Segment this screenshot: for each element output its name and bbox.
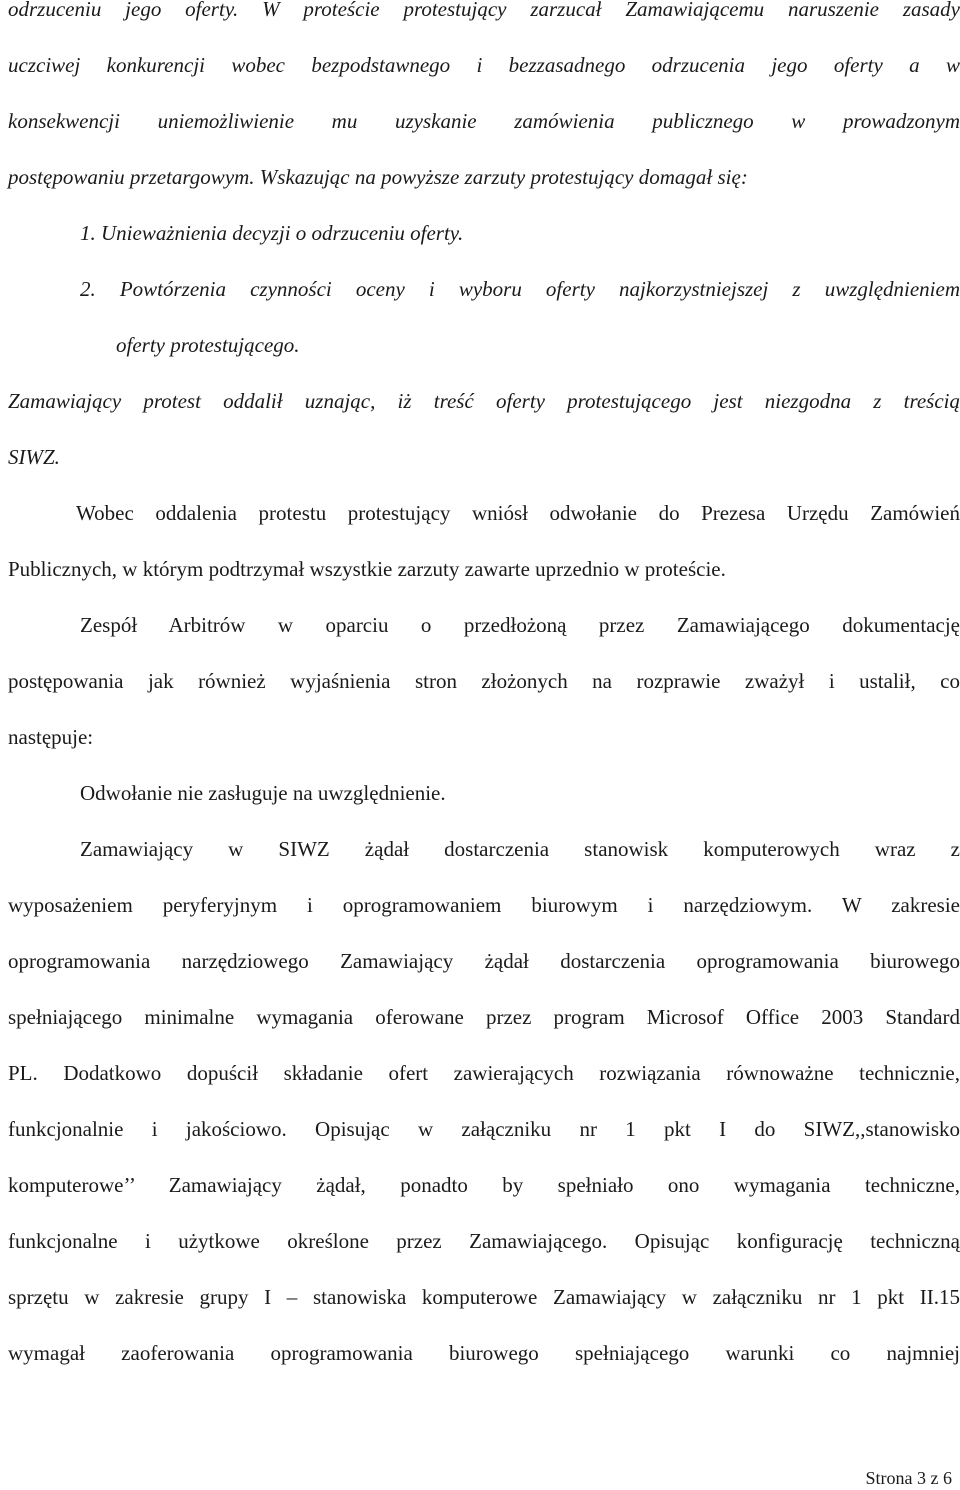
text-line: Publicznych, w którym podtrzymał wszystkie zarzuty zawarte uprzednio w proteście. bbox=[8, 557, 726, 581]
text-line: funkcjonalnie i jakościowo. Opisując w załączniku nr 1 pkt I do SIWZ,,stanowisko bbox=[8, 1117, 960, 1141]
text-line: SIWZ. bbox=[8, 445, 60, 469]
text-line: Odwołanie nie zasługuje na uwzględnienie. bbox=[80, 781, 446, 805]
text-line: uczciwej konkurencji wobec bezpodstawnego i bezzasadnego odrzucenia jego oferty a w bbox=[8, 53, 960, 77]
text-line: wymagał zaoferowania oprogramowania biurowego spełniającego warunki co najmniej bbox=[8, 1341, 960, 1365]
text-line: oprogramowania narzędziowego Zamawiający żądał dostarczenia oprogramowania biurowego bbox=[8, 949, 960, 973]
text-line: odrzuceniu jego oferty. W proteście protestujący zarzucał Zamawiającemu naruszenie zasady bbox=[8, 0, 960, 21]
list-item-1: 1. Unieważnienia decyzji o odrzuceniu oferty. bbox=[80, 221, 464, 245]
text-line: funkcjonalne i użytkowe określone przez Zamawiającego. Opisując konfigurację techniczną bbox=[8, 1229, 960, 1253]
text-line: Wobec oddalenia protestu protestujący wniósł odwołanie do Prezesa Urzędu Zamówień bbox=[76, 501, 960, 525]
text-line: następuje: bbox=[8, 725, 94, 749]
text-line: sprzętu w zakresie grupy I – stanowiska komputerowe Zamawiający w załączniku nr 1 pkt II.15 bbox=[8, 1285, 960, 1309]
list-item-2-continuation: oferty protestującego. bbox=[116, 333, 300, 357]
text-line: Zespół Arbitrów w oparciu o przedłożoną przez Zamawiającego dokumentację bbox=[80, 613, 960, 637]
text-line: komputerowe’’ Zamawiający żądał, ponadto by spełniało ono wymagania techniczne, bbox=[8, 1173, 960, 1197]
text-line: postępowaniu przetargowym. Wskazując na powyższe zarzuty protestujący domagał się: bbox=[8, 165, 748, 189]
text-line: spełniającego minimalne wymagania oferowane przez program Microsof Office 2003 Standard bbox=[8, 1005, 960, 1029]
page-number: Strona 3 z 6 bbox=[865, 1468, 952, 1488]
text-line: Zamawiający protest oddalił uznając, iż treść oferty protestującego jest niezgodna z treścią bbox=[8, 389, 960, 413]
text-line: wyposażeniem peryferyjnym i oprogramowaniem biurowym i narzędziowym. W zakresie bbox=[8, 893, 960, 917]
text-line: postępowania jak również wyjaśnienia stron złożonych na rozprawie zważył i ustalił, co bbox=[8, 669, 960, 693]
list-item-2: 2. Powtórzenia czynności oceny i wyboru oferty najkorzystniejszej z uwzględnieniem bbox=[80, 277, 960, 301]
text-line: Zamawiający w SIWZ żądał dostarczenia stanowisk komputerowych wraz z bbox=[80, 837, 960, 861]
text-line: PL. Dodatkowo dopuścił składanie ofert zawierających rozwiązania równoważne technicznie, bbox=[8, 1061, 960, 1085]
text-line: konsekwencji uniemożliwienie mu uzyskanie zamówienia publicznego w prowadzonym bbox=[8, 109, 960, 133]
